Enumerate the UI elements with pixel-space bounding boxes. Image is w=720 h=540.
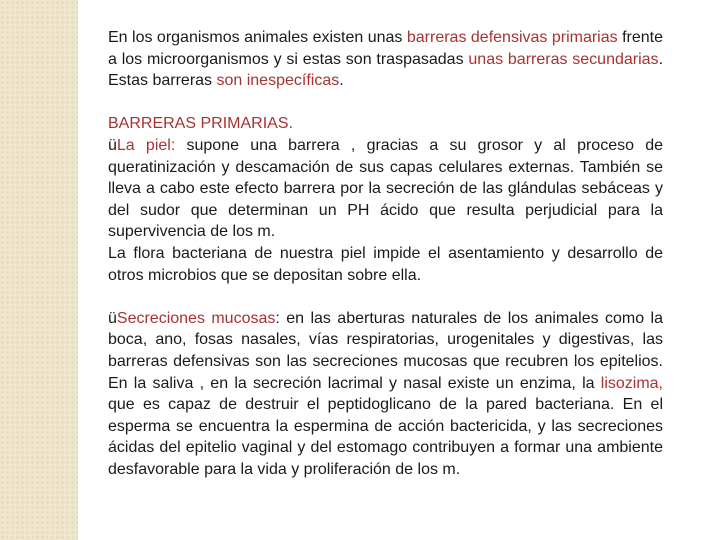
highlight-barreras-secundarias: unas barreras secundarias	[468, 50, 659, 68]
bullet-check-piel: ü	[108, 136, 117, 154]
slide-content	[108, 27, 663, 480]
intro-text-2: frente a los microorganismos y si estas son traspasadas	[108, 29, 664, 68]
flora-paragraph: La flora bacteriana de nuestra piel impide el asentamiento y desarrollo de otros microbios que se depositan sobre ella.	[108, 244, 663, 284]
piel-paragraph	[108, 135, 663, 243]
intro-paragraph	[108, 27, 663, 92]
intro-text-1: En los organismos animales existen unas	[108, 29, 407, 46]
heading-barreras-primarias: BARRERAS PRIMARIAS.	[108, 115, 293, 133]
label-secreciones-mucosas: Secreciones mucosas	[116, 309, 276, 327]
intro-text-3: . Estas barreras	[108, 50, 664, 90]
spacer	[108, 286, 663, 308]
decorative-side-strip	[0, 0, 78, 540]
intro-text-4: .	[339, 72, 344, 90]
piel-text: supone una barrera , gracias a su grosor y al proceso de queratinización y descamación de sus capas celulares externas. También se lleva a cabo este efecto barrera por la secreción de las glándulas sebáceas y del sudor que determinan un PH ácido que resulta perjudicial para la supervivencia de los m.	[108, 136, 664, 241]
highlight-lisozima: lisozima,	[600, 374, 663, 392]
secreciones-text-2: que es capaz de destruir el peptidoglicano de la pared bacteriana. En el esperma se encuentra la espermina de acción bactericida, y las secreciones ácidas del epitelio vaginal y del estomago contribuyen a formar una ambiente desfavorable para la vida y proliferación de los m.	[108, 396, 663, 478]
label-la-piel: La piel:	[116, 136, 176, 154]
spacer	[108, 92, 663, 114]
bullet-check-secreciones: ü	[108, 309, 117, 327]
secreciones-text-1: : en las aberturas naturales de los animales como la boca, ano, fosas nasales, vías respiratorias, urogenitales y digestivas, las barreras defensivas son las secreciones mucosas que recubren los epitelios. En la saliva , en la secreción lacrimal y nasal existe un enzima, la	[108, 309, 664, 392]
secreciones-paragraph	[108, 308, 663, 481]
highlight-barreras-primarias: barreras defensivas primarias	[406, 29, 618, 46]
highlight-inespecificas: son inespecíficas	[216, 72, 340, 90]
